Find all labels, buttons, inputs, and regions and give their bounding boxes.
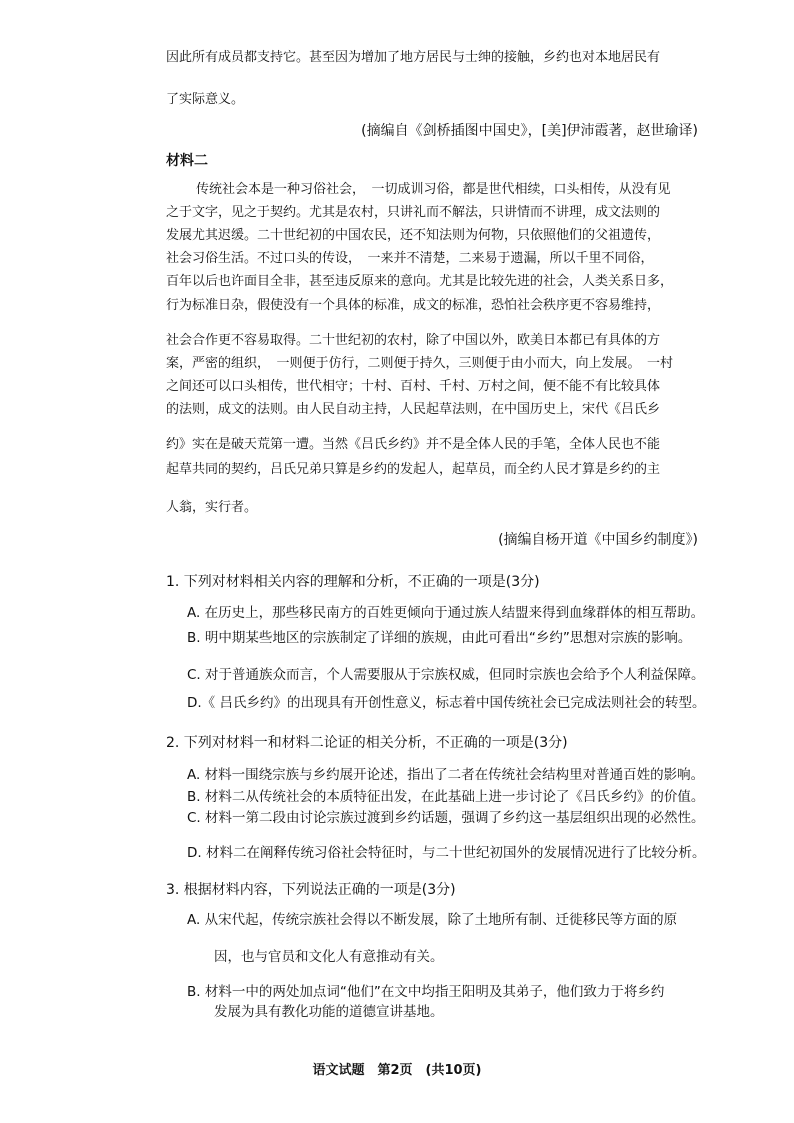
option-b: B. 明中期某些地区的宗族制定了详细的族规，由此可看出“乡约”思想对宗族的影响。 — [187, 630, 692, 646]
page-footer: 语文试题 第2页 (共10页) — [312, 1063, 482, 1078]
option-c: C. 对于普通族众而言，个人需要服从于宗族权威，但同时宗族也会给予个人利益保障。 — [187, 667, 705, 683]
source-citation: (摘编自《剑桥插图中国史》，[美]伊沛霞著，赵世瑜译) — [361, 123, 698, 139]
option-a: A. 材料一围绕宗族与乡约展开论述，指出了二者在传统社会结构里对普通百姓的影响。 — [187, 767, 705, 783]
paragraph-line: 的法则，成文的法则。由人民自动主持，人民起草法则，在中国历史上，宋代《吕氏乡 — [166, 402, 661, 417]
section-heading: 材料二 — [166, 153, 208, 169]
source-citation: (摘编自杨开道《中国乡约制度》) — [498, 532, 698, 548]
option-a: A. 在历史上，那些移民南方的百姓更倾向于通过族人结盟来得到血缘群体的相互帮助。 — [187, 605, 705, 621]
question-stem: 1. 下列对材料相关内容的理解和分析，不正确的一项是(3分) — [166, 574, 540, 590]
option-a-continued: 因，也与官员和文化人有意推动有关。 — [214, 949, 444, 965]
question-stem: 2. 下列对材料一和材料二论证的相关分析，不正确的一项是(3分) — [166, 735, 568, 751]
option-d: D.《 吕氏乡约》的出现具有开创性意义，标志着中国传统社会已完成法则社会的转型。 — [187, 695, 706, 711]
paragraph-line: 传统社会本是一种习俗社会， 一切成训习俗，都是世代相续，口头相传，从没有见 — [196, 182, 671, 197]
option-b: B. 材料二从传统社会的本质特征出发，在此基础上进一步讨论了《吕氏乡约》的价值。 — [187, 789, 705, 805]
paragraph-line: 之间还可以口头相传，世代相守；十村、百村、千村、万村之间，便不能不有比较具体 — [166, 379, 661, 394]
paragraph-line: 约》实在是破天荒第一遭。当然《吕氏乡约》并不是全体人民的手笔，全体人民也不能 — [166, 437, 661, 452]
option-a: A. 从宋代起，传统宗族社会得以不断发展，除了土地所有制、迁徙移民等方面的原 — [187, 912, 678, 928]
option-c: C. 材料一第二段由讨论宗族过渡到乡约话题，强调了乡约这一基层组织出现的必然性。 — [187, 810, 705, 826]
paragraph-line: 起草共同的契约，吕氏兄弟只算是乡约的发起人，起草员，而全约人民才算是乡约的主 — [166, 462, 661, 477]
option-b-continued: 发展为具有教化功能的道德宣讲基地。 — [214, 1004, 444, 1020]
paragraph-line: 社会合作更不容易取得。二十世纪初的农村，除了中国以外，欧美日本都已有具体的方 — [166, 333, 661, 348]
paragraph-line: 发展尤其迟缓。二十世纪初的中国农民，还不知法则为何物，只依照他们的父祖遗传， — [166, 228, 661, 243]
paragraph-line: 因此所有成员都支持它。甚至因为增加了地方居民与士绅的接触，乡约也对本地居民有 — [166, 50, 661, 65]
paragraph-line: 社会习俗生活。不过口头的传设， 一来并不清楚，二来易于遗漏，所以千里不同俗， — [166, 251, 654, 266]
question-stem: 3. 根据材料内容，下列说法正确的一项是(3分) — [166, 882, 456, 898]
paragraph-line: 之于文字，见之于契约。尤其是农村，只讲礼而不解法，只讲情而不讲理，成文法则的 — [166, 205, 661, 220]
paragraph-line: 了实际意义。 — [166, 92, 245, 107]
option-b: B. 材料一中的两处加点词“他们”在文中均指王阳明及其弟子，他们致力于将乡约 — [187, 984, 665, 1000]
paragraph-line: 百年以后也许面目全非，甚至违反原来的意向。尤其是比较先进的社会，人类关系日多， — [166, 274, 674, 289]
paragraph-line: 案，严密的组织， 一则便于仿行，二则便于持久，三则便于由小而大，向上发展。 一村 — [166, 356, 674, 371]
paragraph-line: 人翁，实行者。 — [166, 500, 258, 515]
paragraph-line: 行为标准日杂，假使没有一个具体的标准，成文的标准，恐怕社会秩序更不容易维持， — [166, 298, 661, 313]
option-d: D. 材料二在阐释传统习俗社会特征时，与二十世纪初国外的发展情况进行了比较分析。 — [187, 845, 706, 861]
